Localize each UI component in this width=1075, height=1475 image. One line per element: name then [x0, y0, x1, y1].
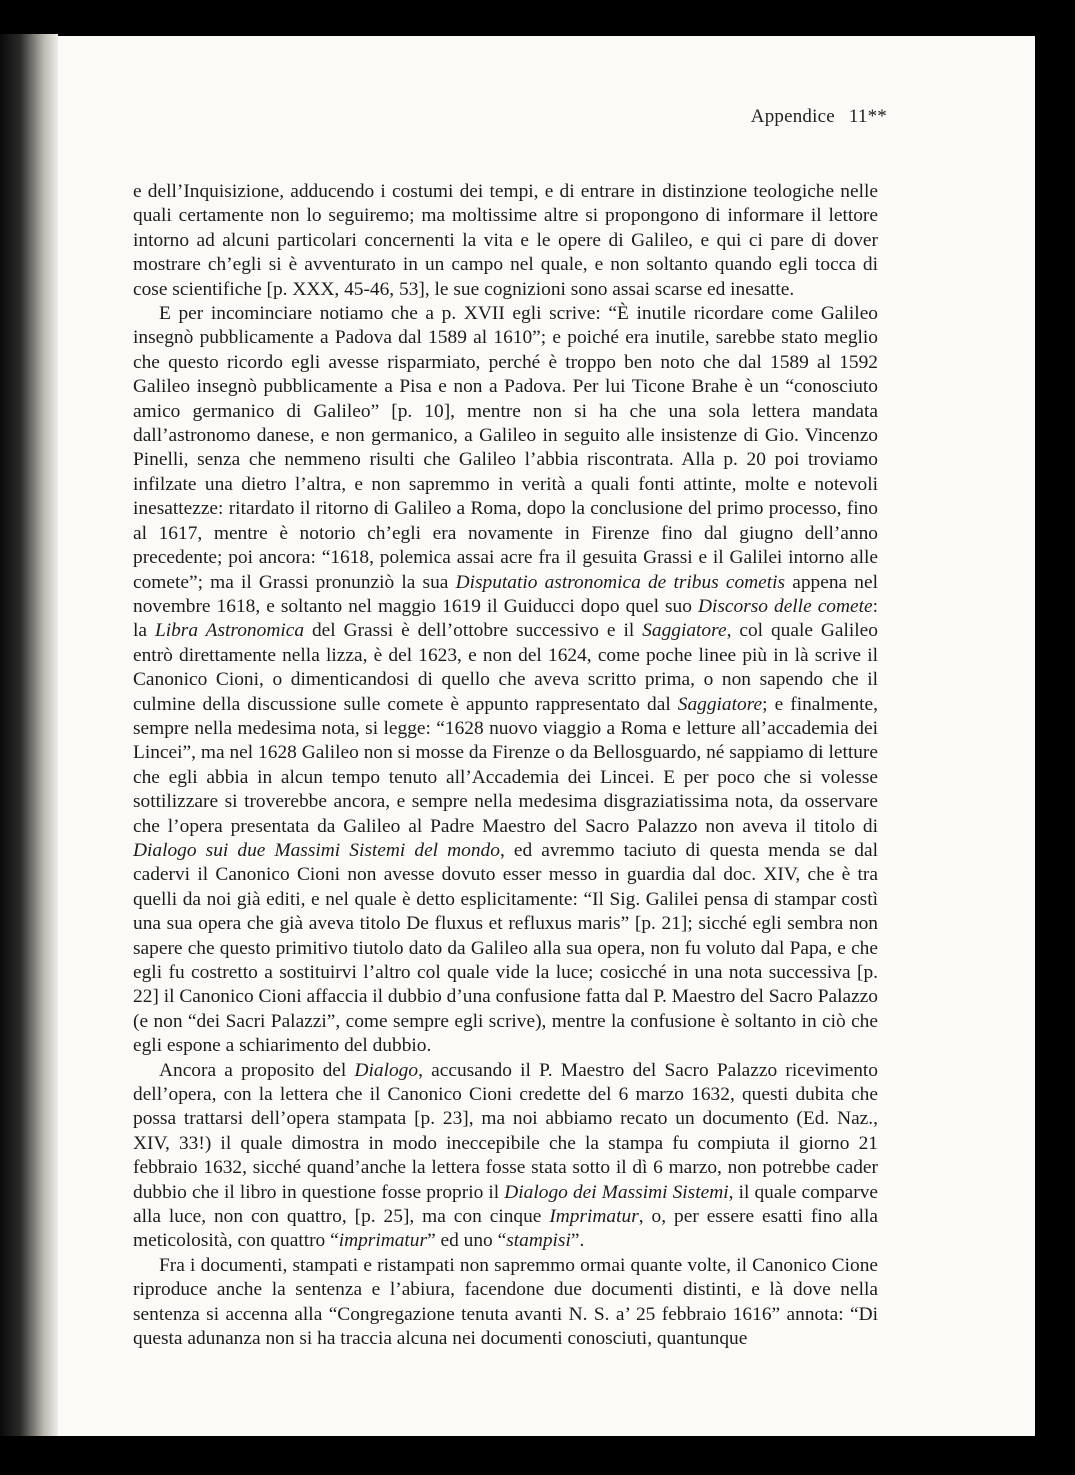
italic-title: Dialogo sui due Massimi Sistemi del mondo	[133, 839, 500, 861]
text-run: del Grassi è dell’ottobre successivo e il	[304, 620, 643, 642]
paragraph-4	[133, 1254, 878, 1352]
italic-title: stampisi	[506, 1230, 571, 1252]
text-run: , o, per essere esatti fino alla meticolosità, con quattro “	[133, 1206, 879, 1252]
italic-title: Disputatio astronomica de tribus cometis	[455, 571, 786, 593]
paragraph-3	[133, 1059, 878, 1254]
italic-title: Libra Astronomica	[154, 620, 305, 642]
text-run: ”.	[570, 1230, 585, 1252]
text-run: , col quale Galileo entrò direttamente nella lizza, è del 1623, e non del 1624, come poche linee più in là scrive il Canonico Cioni, o dimenticandosi di quello che aveva scritto prima, o non sapendo che il culmine della discussione sulle comete è appunto rappresentato dal	[133, 620, 878, 715]
italic-title: Dialogo	[354, 1059, 419, 1081]
text-run: , accusando il P. Maestro del Sacro Palazzo ricevimento dell’opera, con la lettera che il Canonico Cioni credette del 6 marzo 1632, questi dubita che possa trattarsi dell’opera stampata [p. 23], ma noi abbiamo recato un documento (Ed. Naz., XIV, 33!) il quale dimostra in modo ineccepibile che la stampa fu compiuta il giorno 21 febbraio 1632, sicché quand’anche la lettera fosse stata sotto il dì 6 marzo, non potrebbe cader dubbio che il libro in questione fosse proprio il	[133, 1059, 878, 1203]
text-run: appena nel novembre 1618, e soltanto nel maggio 1619 il Guiducci dopo quel suo	[133, 571, 879, 617]
italic-title: Discorso delle comete	[697, 595, 873, 617]
text-run: Fra i documenti, stampati e ristampati non sapremmo ormai quante volte, il Canonico Cione riproduce anche la sentenza e l’abiura, facendone due documenti distinti, e là dove nella sentenza si accenna alla “Congregazione tenuta avanti N. S. a’ 25 febbraio 1616” annota: “Di questa adunanza non si ha traccia alcuna nei documenti conosciuti, quantunque	[133, 1254, 878, 1350]
italic-title: imprimatur	[338, 1230, 428, 1252]
paragraph-2	[133, 302, 878, 1059]
text-run: , ed avremmo taciuto di questa menda se dal cadervi il Canonico Cioni non avesse dovuto esser messo in guardia dal doc. XIV, che è tra quelli da noi già editi, e nel quale è detto esplicitamente: “Il Sig. Galilei pensa di stampar costì una sua opera che già aveva titolo De fluxus et refluxus maris” [p. 21]; sicché egli sembra non sapere che questo primitivo tiutolo dato da Galileo alla sua opera, non fu voluto dal Papa, e che egli fu costretto a sostituirvi l’altro col quale vide la luce; cosicché in una nota successiva [p. 22] il Canonico Cioni affaccia il dubbio d’una confusione fatta dal P. Maestro del Sacro Palazzo (e non “dei Sacri Palazzi”, come sempre egli scrive), mentre la confusione è soltanto in ciò che egli espone a schiarimento del dubbio.	[133, 839, 878, 1057]
text-run: E per incominciare notiamo che a p. XVII egli scrive: “È inutile ricordare come Galileo insegnò pubblicamente a Padova dal 1589 al 1610”; e poiché era inutile, sarebbe stato meglio che questo ricordo egli avesse risparmiato, perché è troppo ben noto che dal 1589 al 1592 Galileo insegnò pubblicamente a Pisa e non a Padova. Per lui Ticone Brahe è un “conosciuto amico germanico di Galileo” [p. 10], mentre non si ha che una sola lettera mandata dall’astronomo danese, e non germanico, a Galileo in seguito alle insistenze di Gio. Vincenzo Pinelli, senza che nemmeno risulti che Galileo l’abbia riscontrata. Alla p. 20 poi troviamo infilzate una dietro l’altra, e non sapremmo in verità a quali fonti attinte, molte e notevoli inesattezze: ritardato il ritorno di Galileo a Roma, dopo la conclusione del primo processo, fino al 1617, mentre è notorio ch’egli era novamente in Firenze fino dal giugno dell’anno precedente; poi ancora: “1618, polemica assai acre fra il gesuita Grassi e il Galilei intorno alle comete”; ma il Grassi pronunziò la sua	[133, 303, 878, 593]
running-header	[751, 106, 887, 128]
italic-title: Imprimatur	[549, 1206, 639, 1228]
italic-title: Saggiatore	[642, 620, 727, 642]
page-number: 11**	[848, 106, 887, 127]
text-run: e dell’Inquisizione, adducendo i costumi dei tempi, e di entrare in distinzione teologiche nelle quali certamente non lo seguiremo; ma moltissime altre si propongono di informare il lettore intorno ad alcuni particolari concernenti la vita e le opere di Galileo, e qui ci pare di dover mostrare ch’egli si è avventurato in un campo nel quale, e non soltanto quando egli tocca di cose scientifiche [p. XXX, 45-46, 53], le sue cognizioni sono assai scarse ed inesatte.	[133, 181, 878, 300]
header-section-title: Appendice	[750, 106, 835, 127]
book-gutter-shadow	[0, 34, 58, 1436]
text-run: ; e finalmente, sempre nella medesima nota, si legge: “1628 nuovo viaggio a Roma e letture all’accademia dei Lincei”, ma nel 1628 Galileo non si mosse da Firenze o da Bellosguardo, né sappiamo di letture che egli abbia in alcun tempo tenuto all’Accademia dei Lincei. E per poco che si volesse sottilizzare si troverebbe ancora, e sempre nella medesima disgraziatissima nota, da osservare che l’opera presentata da Galileo al Padre Maestro del Sacro Palazzo non aveva il titolo di	[133, 693, 878, 837]
italic-title: Dialogo dei Massimi Sistemi	[504, 1181, 729, 1203]
text-run: , il quale comparve alla luce, non con quattro, [p. 25], ma con cinque	[133, 1181, 879, 1228]
italic-title: Saggiatore	[677, 693, 763, 715]
paragraph-1	[133, 180, 878, 302]
text-run: Ancora a proposito del	[159, 1059, 355, 1081]
text-run: : la	[133, 595, 878, 642]
body-text	[133, 180, 878, 1352]
text-run: ” ed uno “	[427, 1230, 507, 1252]
